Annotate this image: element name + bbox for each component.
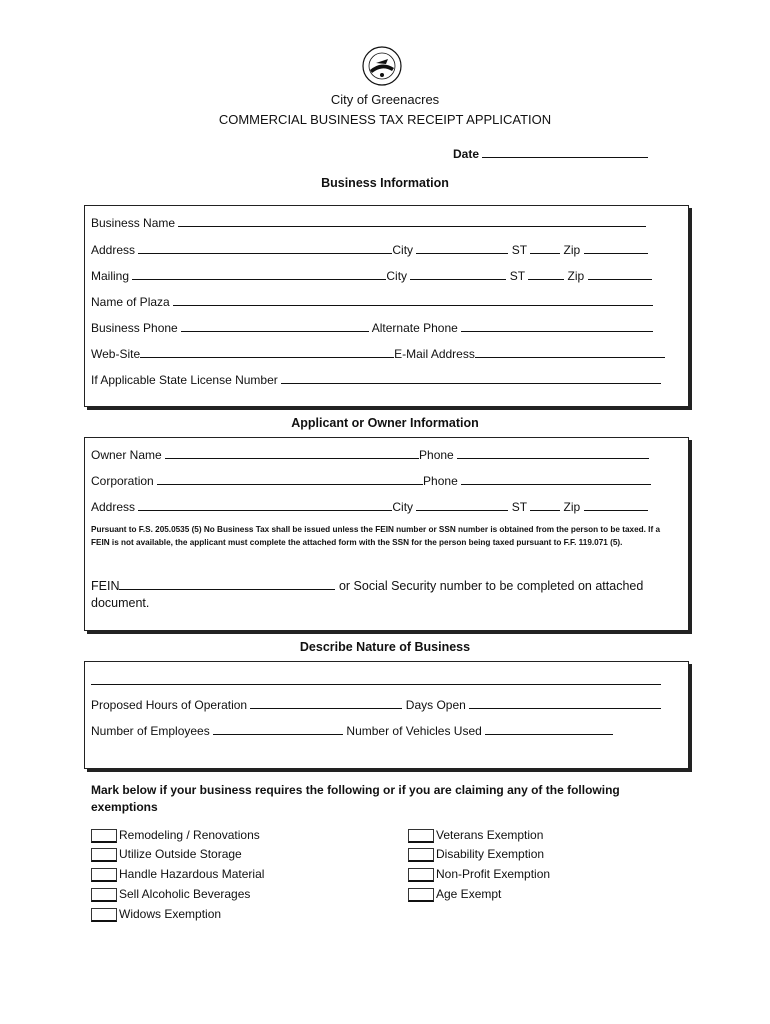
mailing-address-row[interactable]: Mailing City ST Zip <box>91 268 652 283</box>
checkbox-blank[interactable] <box>408 848 434 862</box>
checkbox-blank[interactable] <box>91 868 117 882</box>
checkbox-blank[interactable] <box>91 848 117 862</box>
checkbox-hazardous-material[interactable]: Handle Hazardous Material <box>91 867 264 882</box>
owner-name-row[interactable]: Owner Name Phone <box>91 447 649 462</box>
corporation-row[interactable]: Corporation Phone <box>91 473 651 488</box>
checkbox-outside-storage[interactable]: Utilize Outside Storage <box>91 847 242 862</box>
checkbox-blank[interactable] <box>91 888 117 902</box>
checkbox-widows-exemption[interactable]: Widows Exemption <box>91 907 221 922</box>
exemptions-heading: Mark below if your business requires the following or if you are claiming any of the following exemptions <box>91 783 620 814</box>
checkbox-blank[interactable] <box>408 888 434 902</box>
checkbox-blank[interactable] <box>91 829 117 843</box>
checkbox-blank[interactable] <box>91 908 117 922</box>
employees-vehicles-row[interactable]: Number of Employees Number of Vehicles Used <box>91 723 613 738</box>
checkbox-blank[interactable] <box>408 868 434 882</box>
checkbox-alcoholic-beverages[interactable]: Sell Alcoholic Beverages <box>91 887 250 902</box>
fein-legal-note: Pursuant to F.S. 205.0535 (5) No Business Tax shall be issued unless the FEIN number or SSN number is obtained from the person to be taxed. If a FEIN is not available, the applicant must complete the attached form with the SSN for the person being taxed pursuant to F.F. 119.071 (5). <box>91 525 661 547</box>
nature-title: Describe Nature of Business <box>299 640 471 654</box>
checkbox-veterans-exemption[interactable]: Veterans Exemption <box>408 828 543 843</box>
license-number-field[interactable]: If Applicable State License Number <box>91 372 661 387</box>
city-seal-icon <box>362 46 402 86</box>
hours-days-row[interactable]: Proposed Hours of Operation Days Open <box>91 697 661 712</box>
web-email-row[interactable]: Web-Site E-Mail Address <box>91 346 665 361</box>
owner-info-title: Applicant or Owner Information <box>291 416 479 430</box>
city-name: City of Greenacres <box>330 92 440 107</box>
fein-field[interactable]: FEIN or Social Security number to be completed on attached document. <box>91 579 644 610</box>
date-field[interactable]: Date <box>453 146 648 161</box>
business-name-field[interactable]: Business Name <box>91 215 646 230</box>
checkbox-remodeling[interactable]: Remodeling / Renovations <box>91 828 260 843</box>
business-info-title: Business Information <box>321 176 449 190</box>
plaza-name-field[interactable]: Name of Plaza <box>91 294 653 309</box>
phone-row[interactable]: Business Phone Alternate Phone <box>91 320 653 335</box>
business-address-row[interactable]: Address City ST Zip <box>91 242 648 257</box>
checkbox-nonprofit-exemption[interactable]: Non-Profit Exemption <box>408 867 550 882</box>
owner-address-row[interactable]: Address City ST Zip <box>91 499 648 514</box>
application-title: COMMERCIAL BUSINESS TAX RECEIPT APPLICATION <box>218 112 552 127</box>
nature-description-line[interactable] <box>91 673 661 685</box>
checkbox-disability-exemption[interactable]: Disability Exemption <box>408 847 544 862</box>
checkbox-blank[interactable] <box>408 829 434 843</box>
checkbox-age-exempt[interactable]: Age Exempt <box>408 887 501 902</box>
